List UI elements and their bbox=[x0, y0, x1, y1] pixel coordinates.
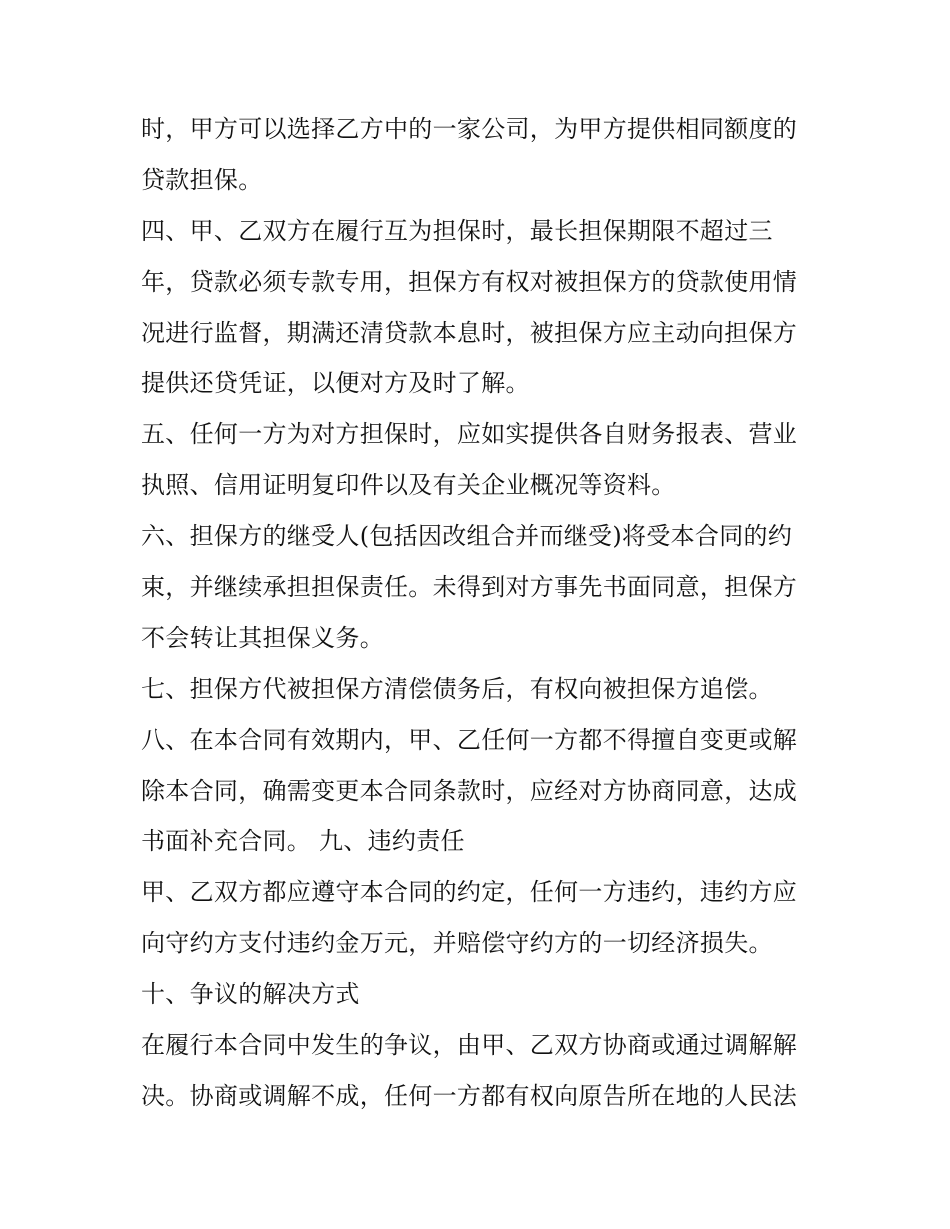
text-line-1: 时，甲方可以选择乙方中的一家公司，为甲方提供相同额度的 bbox=[141, 115, 798, 143]
text-line-10: 束，并继续承担担保责任。未得到对方事先书面同意，担保方 bbox=[141, 573, 798, 602]
text-line-15: 书面补充合同。 九、违约责任 bbox=[141, 827, 465, 856]
text-line-14: 除本合同，确需变更本合同条款时，应经对方协商同意，达成 bbox=[141, 776, 798, 805]
text-line-12: 七、担保方代被担保方清偿债务后，有权向被担保方追偿。 bbox=[141, 674, 773, 703]
text-line-3: 四、甲、乙双方在履行互为担保时，最长担保期限不超过三 bbox=[141, 216, 773, 245]
text-line-16: 甲、乙双方都应遵守本合同的约定，任何一方违约，违约方应 bbox=[141, 878, 798, 907]
text-line-7: 五、任何一方为对方担保时，应如实提供各自财务报表、营业 bbox=[141, 420, 798, 449]
text-line-2: 贷款担保。 bbox=[141, 165, 263, 194]
text-line-8: 执照、信用证明复印件以及有关企业概况等资料。 bbox=[141, 471, 676, 500]
text-line-4: 年，贷款必须专款专用，担保方有权对被担保方的贷款使用情 bbox=[141, 267, 798, 296]
document-body bbox=[141, 104, 821, 1122]
text-line-11: 不会转让其担保义务。 bbox=[141, 623, 384, 652]
text-line-13: 八、在本合同有效期内，甲、乙任何一方都不得擅自变更或解 bbox=[141, 725, 798, 754]
text-line-19: 在履行本合同中发生的争议，由甲、乙双方协商或通过调解解 bbox=[141, 1031, 798, 1060]
text-line-6: 提供还贷凭证，以便对方及时了解。 bbox=[141, 369, 530, 398]
text-line-5: 况进行监督，期满还清贷款本息时，被担保方应主动向担保方 bbox=[141, 318, 798, 347]
text-line-17: 向守约方支付违约金万元，并赔偿守约方的一切经济损失。 bbox=[141, 929, 773, 958]
text-line-18: 十、争议的解决方式 bbox=[141, 980, 360, 1009]
text-line-9: 六、担保方的继受人(包括因改组合并而继受)将受本合同的约 bbox=[141, 522, 793, 551]
text-line-20: 决。协商或调解不成，任何一方都有权向原告所在地的人民法 bbox=[141, 1081, 798, 1110]
